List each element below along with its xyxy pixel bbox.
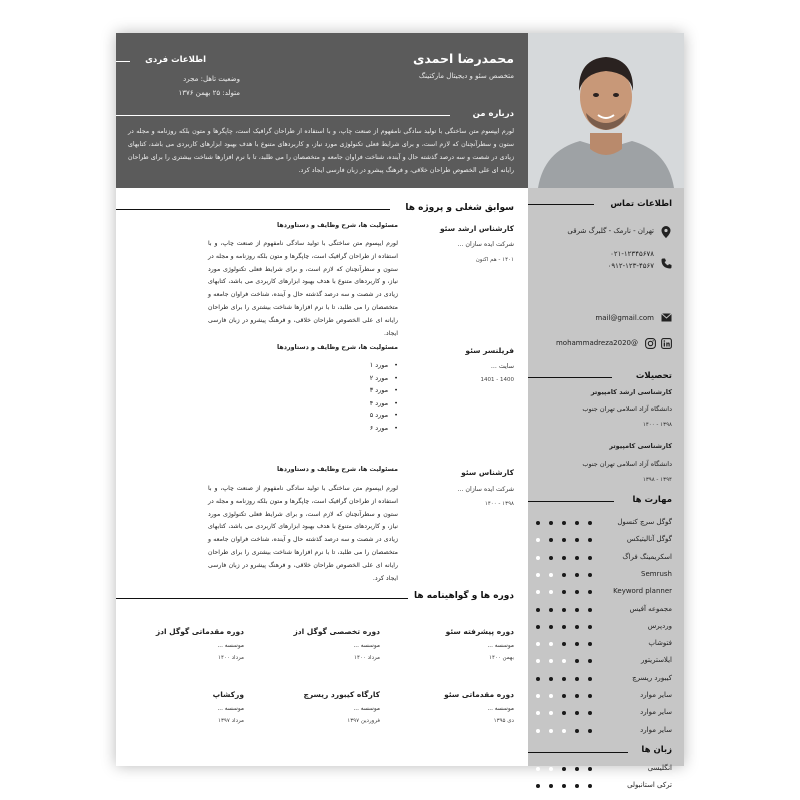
rating-dot: [549, 538, 553, 542]
rating-dot: [549, 556, 553, 560]
rating-dot: [562, 711, 566, 715]
edu-university: دانشگاه آزاد اسلامی تهران جنوب: [582, 460, 672, 468]
skill-row-rating: [536, 642, 606, 648]
job-date: ۱۳۹۸ - ۱۴۰۰: [484, 501, 514, 507]
language-row-label: ترکی استانبولی: [627, 781, 672, 789]
responsibilities-title: مسئولیت ها، شرح وظایف و دستاوردها: [276, 344, 398, 351]
edu-date: ۱۳۹۸ - ۱۴۰۰: [642, 422, 672, 428]
skill-row-rating: [536, 659, 606, 665]
responsibility-item: • مورد ۱: [370, 361, 398, 369]
responsibility-item: • مورد ۴: [370, 399, 398, 407]
language-row-rating: [536, 784, 606, 790]
rating-dot: [536, 642, 540, 646]
rating-dot: [562, 659, 566, 663]
skill-row-rating: [536, 538, 606, 544]
course-item: دوره مقدماتی سئو موسسه ... دی ۱۳۹۵: [444, 690, 514, 724]
skill-row-rating: [536, 573, 606, 579]
header-band: [116, 33, 528, 188]
rating-dot: [588, 590, 592, 594]
skill-row: [528, 550, 684, 567]
edu-university: دانشگاه آزاد اسلامی تهران جنوب: [582, 405, 672, 413]
rating-dot: [575, 677, 579, 681]
skill-row-label: مجموعه آفیس: [629, 604, 672, 613]
language-row: [528, 761, 684, 778]
rating-dot: [588, 711, 592, 715]
rating-dot: [588, 608, 592, 612]
rating-dot: [536, 608, 540, 612]
skill-row-label: فتوشاپ: [648, 639, 672, 648]
rating-dot: [562, 642, 566, 646]
responsibility-item: • مورد ۲: [370, 374, 398, 382]
rating-dot: [549, 590, 553, 594]
personal-divider: [116, 61, 130, 62]
education-divider: [528, 377, 612, 378]
rating-dot: [562, 784, 566, 788]
skill-row-rating: [536, 608, 606, 614]
rating-dot: [575, 521, 579, 525]
skill-row: [528, 584, 684, 601]
course-item: دوره تخصصی گوگل ادز موسسه ... مرداد ۱۴۰۰: [293, 627, 380, 661]
about-title: درباره من: [472, 109, 514, 119]
skill-row-label: کیبورد ریسرچ: [632, 673, 672, 682]
rating-dot: [575, 642, 579, 646]
rating-dot: [549, 767, 553, 771]
job-company: شرکت ایده سازان ...: [457, 486, 514, 493]
rating-dot: [562, 694, 566, 698]
course-item: دوره مقدماتی گوگل ادز موسسه ... مرداد ۱۴۰۰: [155, 627, 244, 661]
rating-dot: [536, 711, 540, 715]
skill-row: [528, 671, 684, 688]
skill-row-rating: [536, 711, 606, 717]
job-title: فریلنسر سئو: [465, 346, 514, 355]
rating-dot: [562, 677, 566, 681]
birth-date: متولد: ۲۵ بهمن ۱۳۷۶: [178, 89, 240, 97]
skill-row: [528, 602, 684, 619]
skill-row-label: سایر موارد: [640, 708, 672, 717]
rating-dot: [588, 538, 592, 542]
about-divider: [116, 115, 450, 116]
rating-dot: [588, 694, 592, 698]
contact-phone: ۰۲۱-۱۲۳۴۵۶۷۸ ۰۹۱۲-۱۲۳-۴۵۶۷: [534, 254, 672, 268]
skill-row-label: Keyword planner: [613, 587, 672, 596]
rating-dot: [562, 608, 566, 612]
contact-address: تهران - نارمک - گلبرگ شرقی: [534, 226, 672, 240]
rating-dot: [549, 625, 553, 629]
rating-dot: [575, 590, 579, 594]
rating-dot: [575, 556, 579, 560]
skill-row: [528, 567, 684, 584]
skill-row-rating: [536, 677, 606, 683]
rating-dot: [575, 573, 579, 577]
edu-degree: کارشناسی ارشد کامپیوتر: [590, 388, 672, 396]
rating-dot: [536, 625, 540, 629]
skills-title: مهارت ها: [632, 495, 672, 505]
experience-title: سوابق شغلی و پروژه ها: [405, 203, 514, 213]
experience-divider: [116, 209, 390, 210]
responsibility-item: • مورد ۳: [370, 386, 398, 394]
marital-status: وضعیت تاهل: مجرد: [183, 75, 240, 83]
rating-dot: [536, 521, 540, 525]
edu-date: ۱۳۹۴ - ۱۳۹۸: [642, 477, 672, 483]
rating-dot: [562, 590, 566, 594]
rating-dot: [575, 659, 579, 663]
skill-row-label: ایلاستریتور: [641, 656, 672, 665]
rating-dot: [536, 729, 540, 733]
job-company: سایت ...: [490, 363, 514, 370]
job-company: شرکت ایده سازان ...: [457, 241, 514, 248]
rating-dot: [562, 767, 566, 771]
profile-photo: [528, 33, 684, 188]
responsibilities-title: مسئولیت ها، شرح وظایف و دستاوردها: [276, 222, 398, 229]
skill-row-label: گوگل سرچ کنسول: [617, 518, 672, 526]
location-pin-icon: [660, 226, 672, 238]
rating-dot: [575, 694, 579, 698]
skills-divider: [528, 501, 614, 502]
rating-dot: [562, 625, 566, 629]
rating-dot: [549, 784, 553, 788]
job-title: کارشناس ارشد سئو: [439, 224, 514, 233]
rating-dot: [588, 556, 592, 560]
rating-dot: [536, 538, 540, 542]
skill-row: [528, 636, 684, 653]
education-title: تحصیلات: [635, 371, 672, 381]
rating-dot: [588, 677, 592, 681]
skill-row-label: Semrush: [641, 569, 672, 578]
language-row-rating: [536, 767, 606, 773]
rating-dot: [549, 573, 553, 577]
rating-dot: [588, 767, 592, 771]
rating-dot: [536, 694, 540, 698]
job-date: 1400 - 1401: [480, 377, 514, 383]
skill-row-label: سایر موارد: [640, 691, 672, 699]
rating-dot: [536, 784, 540, 788]
job-role: متخصص سئو و دیجیتال مارکتینگ: [418, 72, 514, 80]
rating-dot: [575, 538, 579, 542]
rating-dot: [588, 642, 592, 646]
skill-row: [528, 515, 684, 532]
rating-dot: [549, 729, 553, 733]
edu-degree: کارشناسی کامپیوتر: [609, 442, 672, 450]
rating-dot: [588, 521, 592, 525]
skill-row: [528, 532, 684, 549]
instagram-icon: [644, 338, 656, 350]
phone-icon: [660, 258, 672, 270]
courses-title: دوره ها و گواهینامه ها: [413, 591, 514, 601]
full-name: محمدرضا احمدی: [412, 51, 514, 66]
rating-dot: [562, 729, 566, 733]
rating-dot: [536, 590, 540, 594]
job-description: لورم ایپسوم متن ساختگی با تولید سادگی نامفهوم از صنعت چاپ، و با استفاده از طراحان گرافیک است، چاپگرها و متون بلکه روزنامه و مجله در ستون و سطرآنچنان که لازم است، و برای شرایط فعلی تکنولوژی مورد نیاز، و کاربردهای متنوع با هدف بهبود ابزارهای کاربردی می باشد، کتابهای زیادی در شصت و سه درصد گذشته حال و آینده، شناخت فراوان جامعه و متخصصان را می طلبد، تا با نرم افزارها شناخت بیشتری را برای طراحان رایانه ای علی الخصوص طراحان خلاقی، و فرهنگ پیشرو در زبان فارسی ایجاد.: [208, 240, 398, 337]
rating-dot: [588, 573, 592, 577]
mail-icon: [660, 313, 672, 325]
rating-dot: [575, 784, 579, 788]
rating-dot: [549, 642, 553, 646]
skill-row-rating: [536, 590, 606, 596]
rating-dot: [536, 767, 540, 771]
skill-row: [528, 653, 684, 670]
rating-dot: [588, 784, 592, 788]
responsibilities-title: مسئولیت ها، شرح وظایف و دستاوردها: [276, 466, 398, 473]
skill-row-label: وردپرس: [647, 621, 672, 630]
responsibility-item: • مورد ۵: [370, 411, 398, 419]
rating-dot: [536, 573, 540, 577]
courses-divider: [116, 598, 408, 599]
rating-dot: [562, 521, 566, 525]
rating-dot: [536, 677, 540, 681]
resume-page: [116, 33, 684, 789]
rating-dot: [588, 729, 592, 733]
rating-dot: [575, 711, 579, 715]
rating-dot: [549, 659, 553, 663]
skill-row: [528, 619, 684, 636]
job-description: لورم ایپسوم متن ساختگی با تولید سادگی نامفهوم از صنعت چاپ، و با استفاده از طراحان گرافیک است، چاپگرها و متون بلکه روزنامه و مجله در ستون و سطرآنچنان که لازم است، و برای شرایط فعلی تکنولوژی مورد نیاز، و کاربردهای متنوع با هدف بهبود ابزارهای کاربردی می باشد، کتابهای زیادی در شصت و سه درصد گذشته حال و آینده، شناخت فراوان جامعه و متخصصان را می طلبد، تا با نرم افزارها شناخت بیشتری را برای طراحان رایانه ای علی الخصوص طراحان خلاقی، و فرهنگ پیشرو در زبان فارسی ایجاد کرد.: [208, 485, 398, 582]
rating-dot: [575, 767, 579, 771]
course-item: کارگاه کیبورد ریسرچ موسسه ... فروردین ۱۳۹۷: [303, 690, 380, 724]
rating-dot: [549, 711, 553, 715]
linkedin-icon: [660, 338, 672, 350]
rating-dot: [562, 538, 566, 542]
skill-row: [528, 705, 684, 722]
about-text: لورم ایپسوم متن ساختگی با تولید سادگی نامفهوم از صنعت چاپ، و با استفاده از طراحان گرافیک است، چاپگرها و متون بلکه روزنامه و مجله در ستون و سطرآنچنان که لازم است، و برای شرایط فعلی تکنولوژی مورد نیاز، و کاربردهای متنوع با هدف بهبود ابزارهای کاربردی می باشد، کتابهای زیادی در شصت و سه درصد گذشته حال و آینده، شناخت فراوان جامعه و متخصصان را می طلبد، تا با نرم افزارها شناخت بیشتری را برای طراحان رایانه ای علی الخصوص طراحان خلاقی، و فرهنگ پیشرو در زبان فارسی ایجاد کرد.: [128, 128, 514, 174]
rating-dot: [575, 625, 579, 629]
rating-dot: [588, 659, 592, 663]
rating-dot: [562, 573, 566, 577]
skill-row-label: گوگل آنالیتیکس: [626, 535, 672, 544]
skill-row-label: اسکریمینگ فراگ: [622, 552, 672, 561]
rating-dot: [549, 677, 553, 681]
rating-dot: [536, 556, 540, 560]
course-item: دوره پیشرفته سئو موسسه ... بهمن ۱۴۰۰: [445, 627, 514, 661]
rating-dot: [549, 694, 553, 698]
sidebar: [528, 188, 684, 789]
rating-dot: [536, 659, 540, 663]
language-row: [528, 778, 684, 795]
contact-email[interactable]: mail@gmail.com: [534, 313, 672, 327]
skill-row-rating: [536, 556, 606, 562]
skill-row: [528, 688, 684, 705]
rating-dot: [575, 729, 579, 733]
contact-title: اطلاعات تماس: [610, 199, 672, 209]
responsibility-item: • مورد ۶: [370, 424, 398, 432]
job-date: ۱۴۰۱ - هم اکنون: [475, 257, 514, 263]
skill-row-label: سایر موارد: [640, 725, 672, 734]
rating-dot: [588, 625, 592, 629]
contact-social[interactable]: @mohammadreza2020: [534, 338, 672, 352]
rating-dot: [575, 608, 579, 612]
course-item: ورکشاپ موسسه ... مرداد ۱۳۹۷: [212, 690, 244, 724]
personal-info-title: اطلاعات فردی: [145, 55, 206, 65]
skill-row: [528, 723, 684, 740]
languages-title: زبان ها: [641, 745, 672, 755]
rating-dot: [549, 608, 553, 612]
skill-row-rating: [536, 694, 606, 700]
skill-row-rating: [536, 521, 606, 527]
rating-dot: [562, 556, 566, 560]
contact-divider: [528, 204, 594, 205]
job-title: کارشناس سئو: [461, 468, 514, 477]
skill-row-rating: [536, 625, 606, 631]
language-row-label: انگلیسی: [647, 764, 672, 772]
rating-dot: [549, 521, 553, 525]
languages-divider: [528, 752, 628, 753]
skill-row-rating: [536, 729, 606, 735]
